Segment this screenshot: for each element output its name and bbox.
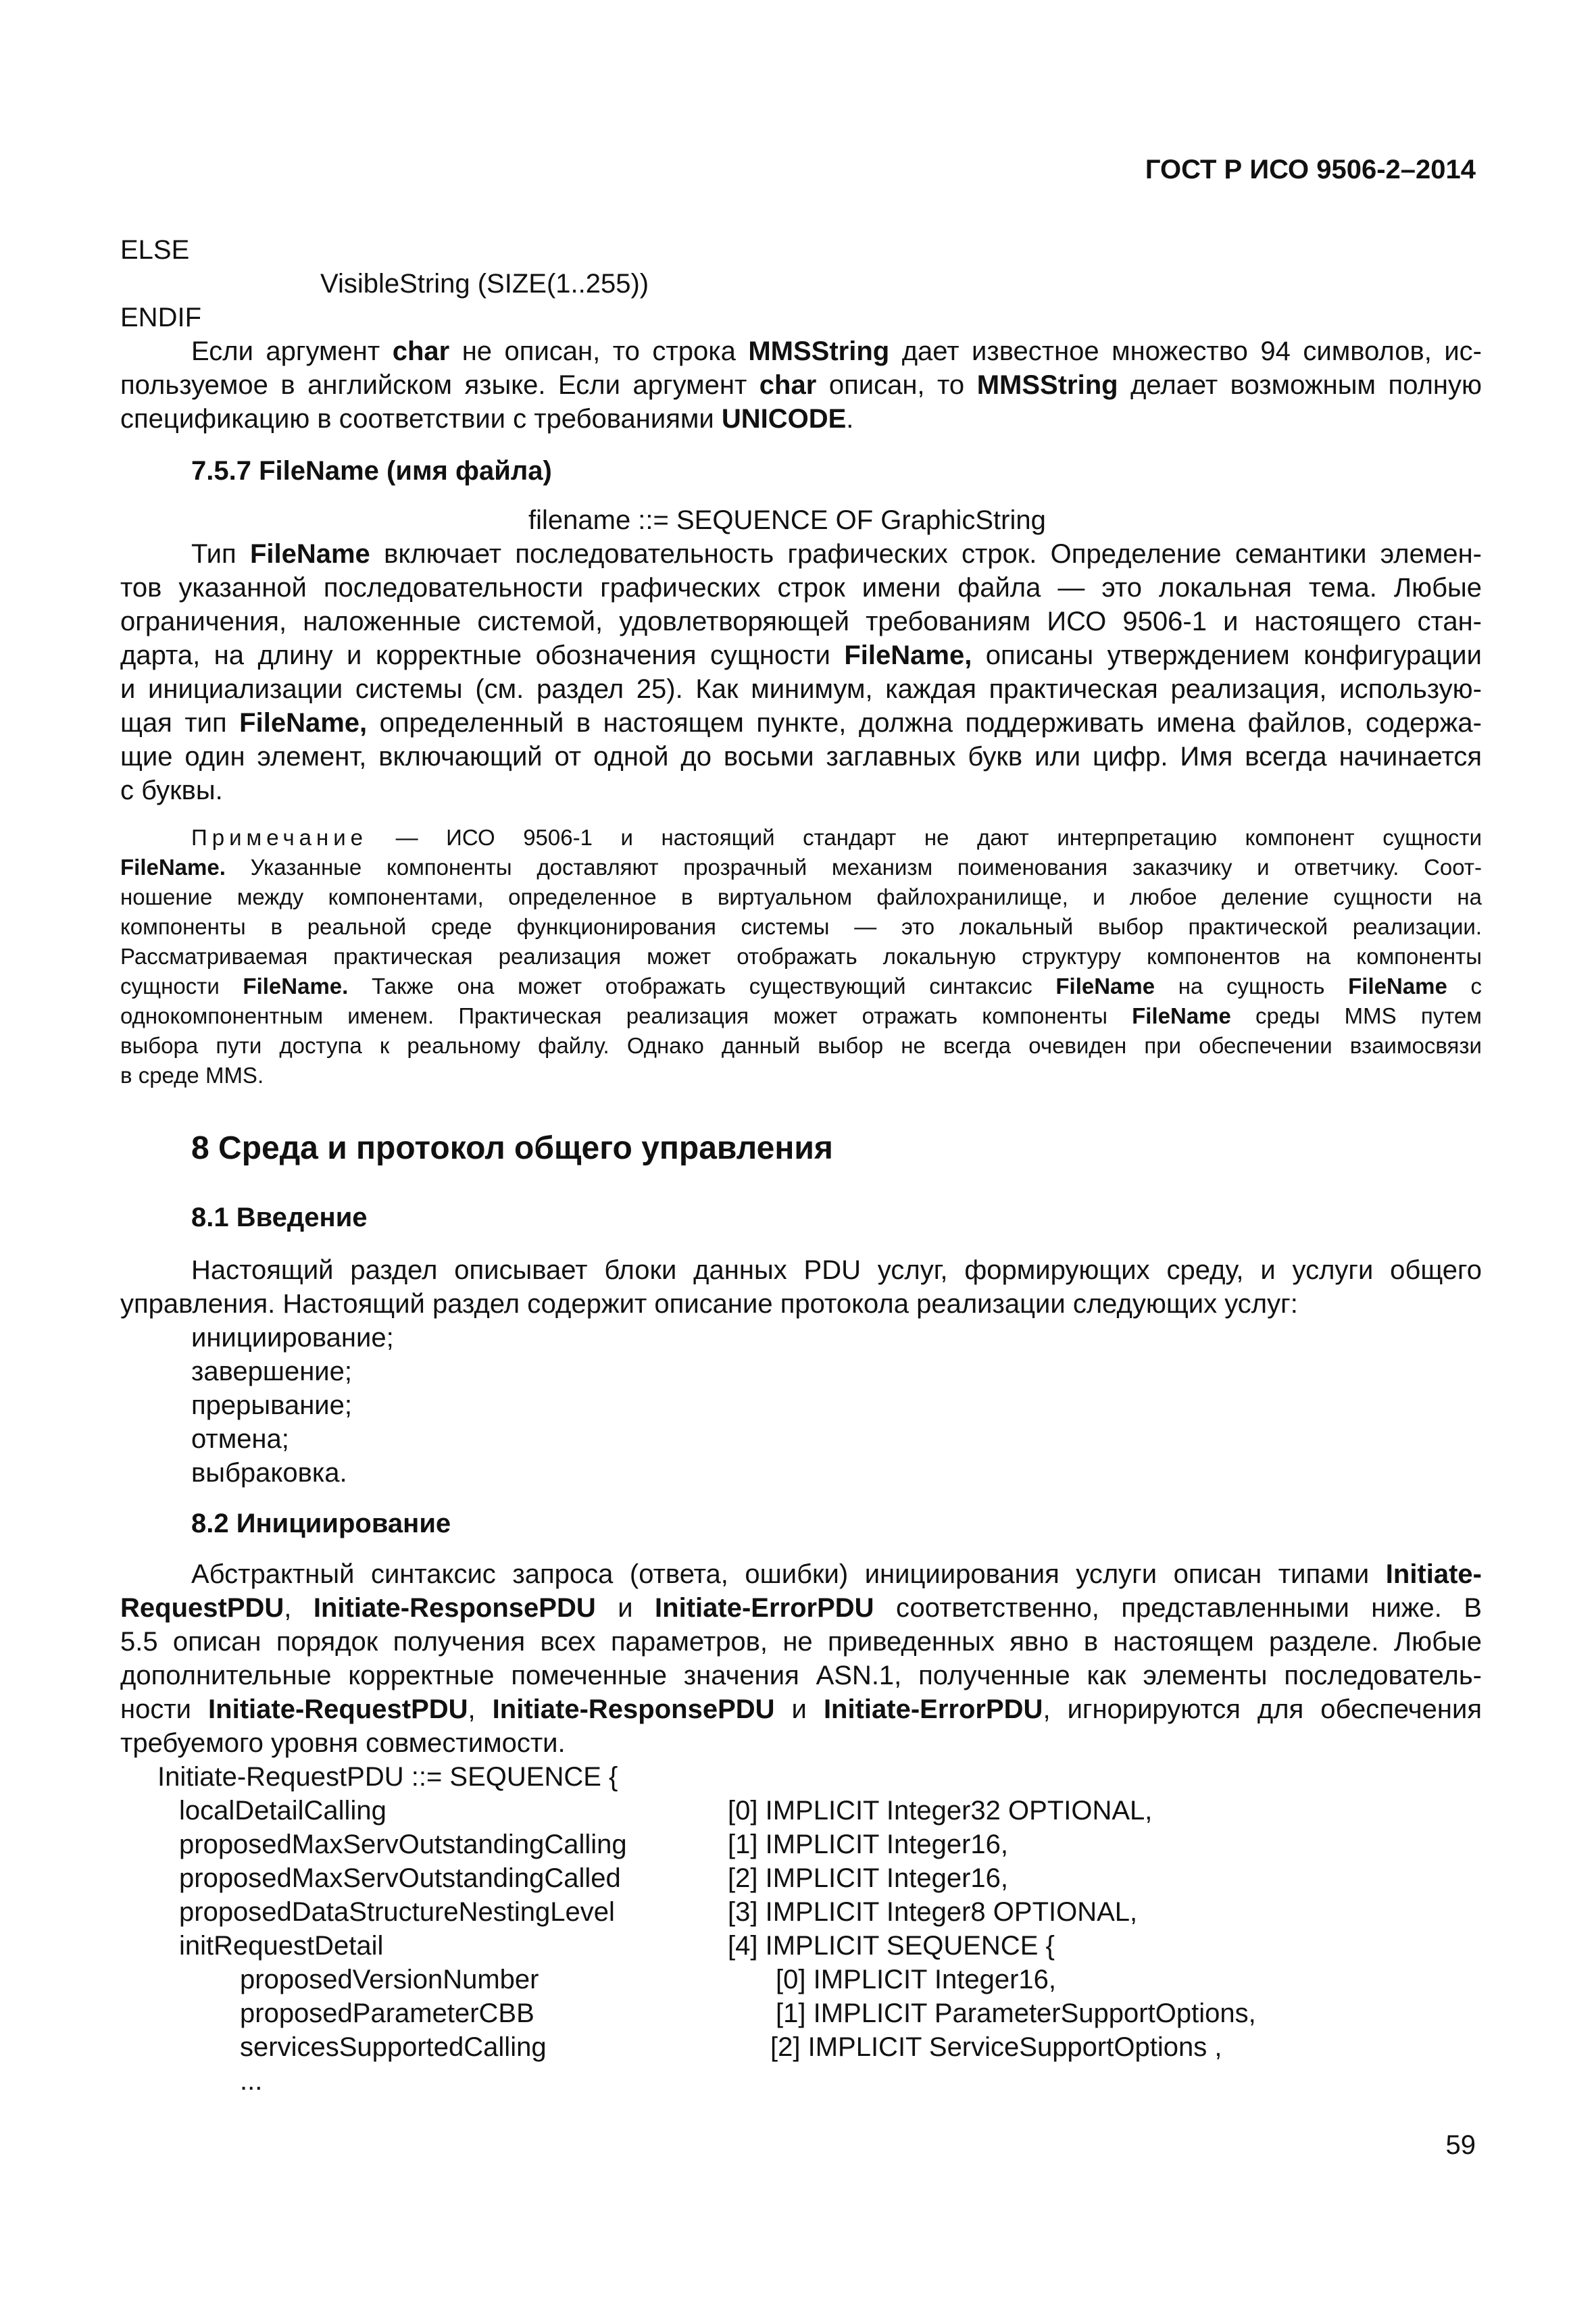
asn-field-type: [0] IMPLICIT Integer32 OPTIONAL, <box>728 1796 1153 1826</box>
asn-subfield-type: [0] IMPLICIT Integer16, <box>776 1965 1057 1994</box>
asn-field-name: proposedDataStructureNestingLevel <box>179 1897 615 1927</box>
section-757-title: 7.5.7 FileName (имя файла) <box>191 456 552 486</box>
note-line-5: Рассматриваемая практическая реализация может отображать локальную структуру компонентов на компоненты <box>120 944 1482 969</box>
list-item: отмена; <box>191 1424 289 1454</box>
asn-subfield-name: servicesSupportedCalling <box>240 2032 547 2062</box>
section-82-line-4: дополнительные корректные помеченные значения ASN.1, полученные как элементы последователь- <box>120 1661 1482 1690</box>
section-81-line-1: Настоящий раздел описывает блоки данных PDU услуг, формирующих среду, и услуги общего <box>191 1255 1482 1285</box>
note-line-1: Примечание — ИСО 9506-1 и настоящий стандарт не дают интерпретацию компонент сущности <box>191 825 1482 850</box>
para-mms-line-2: пользуемое в английском языке. Если аргумент char описан, то MMSString делает возможным полную <box>120 370 1482 400</box>
asn-field-type: [3] IMPLICIT Integer8 OPTIONAL, <box>728 1897 1138 1927</box>
asn-subfield-name: proposedVersionNumber <box>240 1965 539 1994</box>
asn-subfield-type: [1] IMPLICIT ParameterSupportOptions, <box>776 1998 1256 2028</box>
asn-field-name: proposedMaxServOutstandingCalled <box>179 1863 621 1893</box>
para-filename-line-1: Тип FileName включает последовательность графических строк. Определение семантики элемен- <box>191 539 1482 569</box>
note-line-3: ношение между компонентами, определенное в виртуальном файлохранилище, и любое деление сущности на <box>120 884 1482 909</box>
note-line-4: компоненты в реальной среде функционирования системы — это локальный выбор практической реализации. <box>120 914 1482 939</box>
note-line-9: в среде MMS. <box>120 1063 264 1088</box>
asn-field-name: localDetailCalling <box>179 1796 386 1826</box>
section-82-line-5: ности Initiate-RequestPDU, Initiate-ResponsePDU и Initiate-ErrorPDU, игнорируются для обеспечения <box>120 1694 1482 1724</box>
para-filename-line-8: с буквы. <box>120 776 223 805</box>
section-82-line-1: Абстрактный синтаксис запроса (ответа, ошибки) инициирования услуги описан типами Initiate- <box>191 1559 1482 1589</box>
doc-header: ГОСТ Р ИСО 9506-2–2014 <box>1145 155 1476 184</box>
para-filename-line-3: ограничения, наложенные системой, удовлетворяющей требованиям ИСО 9506-1 и настоящего стан- <box>120 607 1482 636</box>
para-filename-line-6: щая тип FileName, определенный в настоящем пункте, должна поддерживать имена файлов, содержа- <box>120 708 1482 738</box>
asn-field-name: initRequestDetail <box>179 1931 384 1961</box>
para-filename-line-4: дарта, на длину и корректные обозначения сущности FileName, описаны утверждением конфигурации <box>120 640 1482 670</box>
section-8-title: 8 Среда и протокол общего управления <box>191 1130 833 1166</box>
para-filename-line-7: щие один элемент, включающий от одной до восьми заглавных букв или цифр. Имя всегда начинается <box>120 742 1482 772</box>
note-line-2: FileName. Указанные компоненты доставляют прозрачный механизм поименования заказчику и ответчику. Соот- <box>120 855 1482 880</box>
code-visible-string: VisibleString (SIZE(1..255)) <box>320 269 649 299</box>
list-item: завершение; <box>191 1357 353 1386</box>
section-81-line-2: управления. Настоящий раздел содержит описание протокола реализации следующих услуг: <box>120 1289 1298 1319</box>
section-82-line-3: 5.5 описан порядок получения всех параметров, не приведенных явно в настоящем разделе. Любые <box>120 1627 1482 1657</box>
para-filename-line-5: и инициализации системы (см. раздел 25). Как минимум, каждая практическая реализация, использую- <box>120 674 1482 704</box>
para-mms-line-1: Если аргумент char не описан, то строка MMSString дает известное множество 94 символов, ис- <box>191 336 1482 366</box>
note-line-6: сущности FileName. Также она может отображать существующий синтаксис FileName на сущность FileName с <box>120 974 1482 999</box>
section-757-code: filename ::= SEQUENCE OF GraphicString <box>528 505 1046 535</box>
note-line-8: выбора пути доступа к реальному файлу. Однако данный выбор не всегда очевиден при обеспечении взаимосвязи <box>120 1033 1482 1058</box>
page-number: 59 <box>1445 2130 1476 2160</box>
list-item: выбраковка. <box>191 1458 347 1488</box>
list-item: прерывание; <box>191 1390 352 1420</box>
section-81-title: 8.1 Введение <box>191 1203 368 1232</box>
asn-field-type: [4] IMPLICIT SEQUENCE { <box>728 1931 1055 1961</box>
para-mms-line-3: спецификацию в соответствии с требованиями UNICODE. <box>120 404 854 434</box>
asn-head: Initiate-RequestPDU ::= SEQUENCE { <box>157 1762 618 1792</box>
note-line-7: однокомпонентным именем. Практическая реализация может отражать компоненты FileName среды MMS путем <box>120 1003 1482 1028</box>
section-82-title: 8.2 Инициирование <box>191 1509 451 1538</box>
asn-field-type: [1] IMPLICIT Integer16, <box>728 1830 1009 1859</box>
code-else: ELSE <box>120 235 190 265</box>
asn-ellipsis: ... <box>240 2066 263 2096</box>
asn-subfield-type: [2] IMPLICIT ServiceSupportOptions , <box>770 2032 1222 2062</box>
asn-subfield-name: proposedParameterCBB <box>240 1998 534 2028</box>
list-item: инициирование; <box>191 1323 394 1353</box>
asn-field-type: [2] IMPLICIT Integer16, <box>728 1863 1009 1893</box>
code-endif: ENDIF <box>120 303 201 332</box>
para-filename-line-2: тов указанной последовательности графических строк имени файла — это локальная тема. Любые <box>120 573 1482 603</box>
asn-field-name: proposedMaxServOutstandingCalling <box>179 1830 627 1859</box>
section-82-line-2: RequestPDU, Initiate-ResponsePDU и Initiate-ErrorPDU соответственно, представленными ниже. В <box>120 1593 1482 1623</box>
section-82-line-6: требуемого уровня совместимости. <box>120 1728 566 1758</box>
